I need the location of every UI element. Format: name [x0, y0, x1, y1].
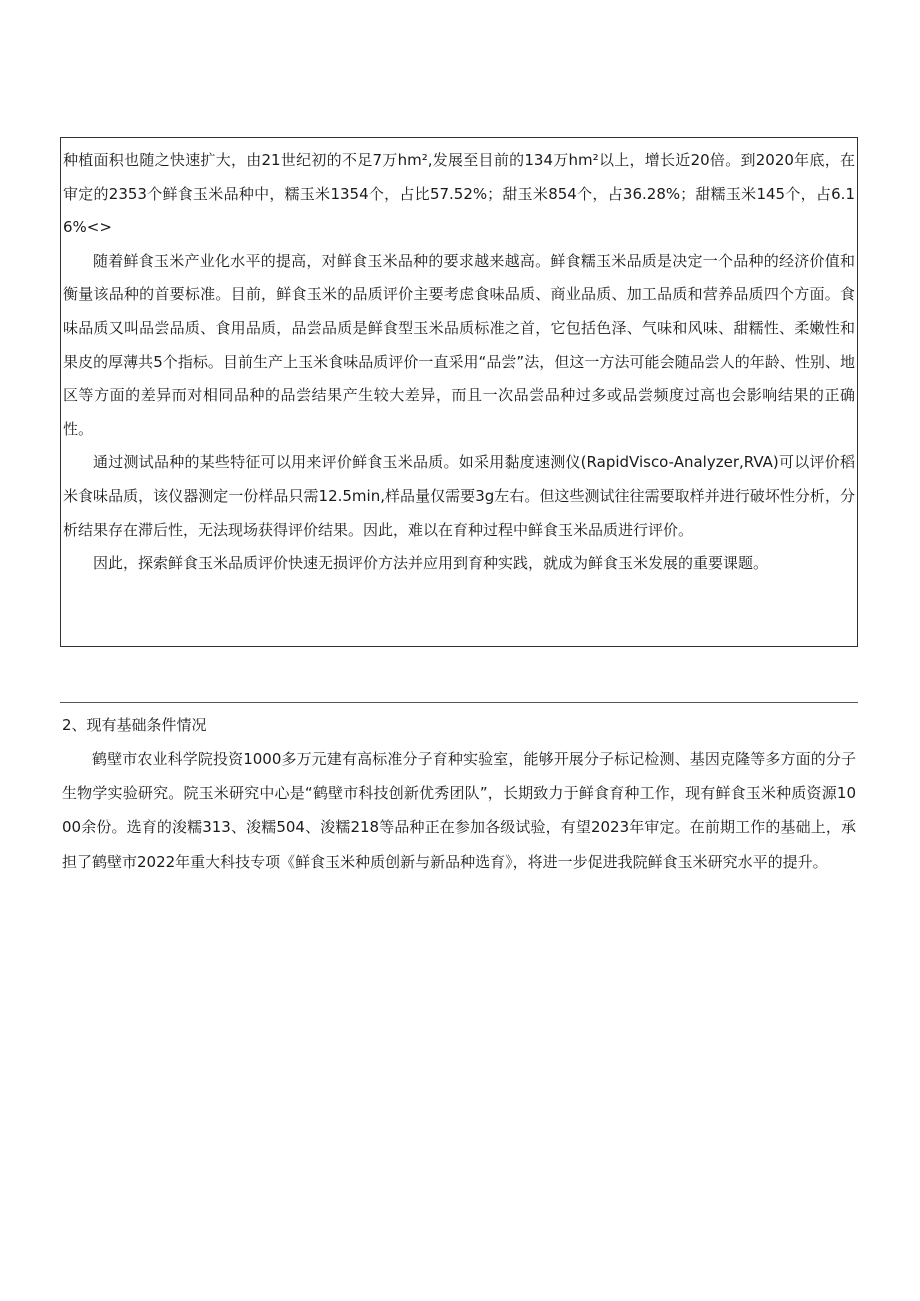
- section-divider: [60, 702, 858, 703]
- paragraph-testing-methods: 通过测试品种的某些特征可以用来评价鲜食玉米品质。如采用黏度速测仪(RapidVisco-Analyzer,RVA)可以评价稻米食味品质，该仪器测定一份样品只需12.5min,样品量仅需要3g左右。但这些测试往往需要取样并进行破坏性分析，分析结果存在滞后性，无法现场获得评价结果。因此，难以在育种过程中鲜食玉米品质进行评价。: [63, 453, 855, 539]
- existing-conditions-section: [60, 708, 858, 879]
- background-section-box: [60, 137, 858, 647]
- paragraph-conclusion: 因此，探索鲜食玉米品质评价快速无损评价方法并应用到育种实践，就成为鲜食玉米发展的重要课题。: [93, 554, 769, 573]
- paragraph-existing-conditions: 鹤壁市农业科学院投资1000多万元建有高标准分子育种实验室，能够开展分子标记检测、基因克隆等多方面的分子生物学实验研究。院玉米研究中心是“鹤壁市科技创新优秀团队”，长期致力于鲜食育种工作，现有鲜食玉米种质资源1000余份。选育的浚糯313、浚糯504、浚糯218等品种正在参加各级试验，有望2023年审定。在前期工作的基础上，承担了鹤壁市2022年重大科技专项《鲜食玉米种质创新与新品种选育》，将进一步促进我院鲜食玉米研究水平的提升。: [62, 750, 856, 871]
- paragraph-planting-area: 种植面积也随之快速扩大，由21世纪初的不足7万hm²,发展至目前的134万hm²以上，增长近20倍。到2020年底，在审定的2353个鲜食玉米品种中，糯玉米1354个，占比57.52%；甜玉米854个，占36.28%；甜糯玉米145个，占6.16%<>: [63, 151, 855, 237]
- paragraph-quality-requirements: 随着鲜食玉米产业化水平的提高，对鲜食玉米品种的要求越来越高。鲜食糯玉米品质是决定一个品种的经济价值和衡量该品种的首要标准。目前，鲜食玉米的品质评价主要考虑食味品质、商业品质、加工品质和营养品质四个方面。食味品质又叫品尝品质、食用品质，品尝品质是鲜食型玉米品质标准之首，它包括色泽、气味和风味、甜糯性、柔嫩性和果皮的厚薄共5个指标。目前生产上玉米食味品质评价一直采用“品尝”法，但这一方法可能会随品尝人的年龄、性别、地区等方面的差异而对相同品种的品尝结果产生较大差异，而且一次品尝品种过多或品尝频度过高也会影响结果的正确性。: [63, 251, 855, 438]
- section-heading: 2、现有基础条件情况: [62, 716, 207, 734]
